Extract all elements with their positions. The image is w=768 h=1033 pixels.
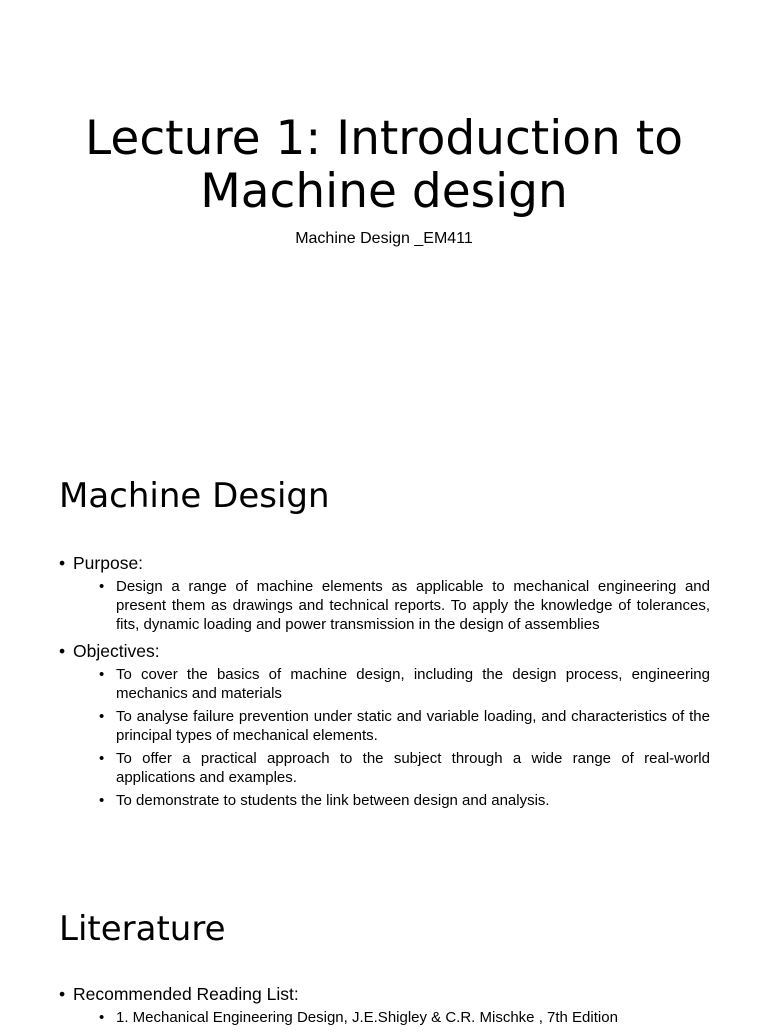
- bullet-icon: •: [59, 984, 66, 1004]
- list-item: [73, 707, 710, 745]
- bullet-icon: •: [99, 750, 105, 767]
- list-item: [73, 749, 710, 787]
- bullet-icon: •: [59, 641, 66, 661]
- purpose-label: Purpose:: [73, 553, 144, 573]
- bullet-list: [59, 983, 710, 1027]
- bullet-icon: •: [99, 708, 105, 725]
- slide-heading: Literature: [59, 909, 226, 949]
- purpose-text: Design a range of machine elements as applicable to mechanical engineering and present them as drawings and technical reports. To apply the knowledge of tolerances, fits, dynamic loading and power transmission in the design of assemblies: [116, 578, 710, 633]
- literature-slide: [0, 892, 768, 1024]
- bullet-icon: •: [99, 792, 105, 809]
- purpose-item: [59, 552, 710, 634]
- lecture-title: Lecture 1: Introduction to Machine design: [85, 111, 683, 219]
- list-item: [73, 1008, 710, 1027]
- purpose-sublist: [73, 577, 710, 634]
- reading-text: 1. Mechanical Engineering Design, J.E.Shigley & C.R. Mischke , 7th Edition: [116, 1009, 618, 1026]
- machine-design-slide: [0, 446, 768, 878]
- title-slide: [0, 0, 768, 432]
- objectives-item: [59, 640, 710, 810]
- objective-text: To analyse failure prevention under static and variable loading, and characteristics of the principal types of mechanical elements.: [116, 708, 710, 744]
- reading-sublist: [73, 1008, 710, 1027]
- reading-list-item: [59, 983, 710, 1027]
- slide-heading: Machine Design: [59, 476, 330, 516]
- slide-body: [59, 552, 710, 816]
- objective-text: To cover the basics of machine design, including the design process, engineering mechanics and materials: [116, 666, 710, 702]
- bullet-list: [59, 552, 710, 810]
- objective-text: To demonstrate to students the link between design and analysis.: [116, 792, 550, 809]
- objectives-label: Objectives:: [73, 641, 160, 661]
- objectives-sublist: [73, 665, 710, 810]
- bullet-icon: •: [99, 1009, 105, 1026]
- slide-body: [59, 983, 710, 1033]
- list-item: [73, 577, 710, 634]
- bullet-icon: •: [99, 578, 105, 595]
- bullet-icon: •: [99, 666, 105, 683]
- reading-label: Recommended Reading List:: [73, 984, 299, 1004]
- list-item: [73, 791, 710, 810]
- list-item: [73, 665, 710, 703]
- course-subtitle: Machine Design _EM411: [295, 230, 473, 247]
- objective-text: To offer a practical approach to the subject through a wide range of real-world applications and examples.: [116, 750, 710, 786]
- bullet-icon: •: [59, 553, 66, 573]
